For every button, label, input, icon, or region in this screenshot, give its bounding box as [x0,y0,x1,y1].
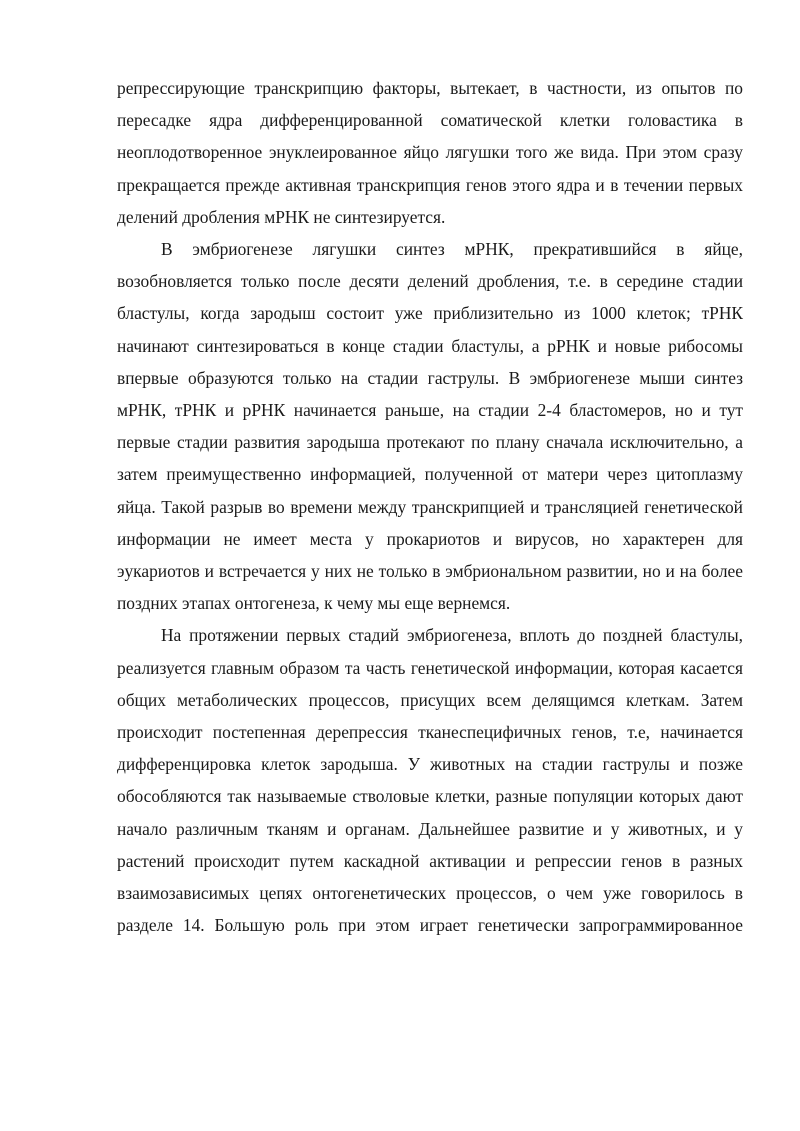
paragraph-1: репрессирующие транскрипцию факторы, вытекает, в частности, из опытов по пересадке ядра дифференцированной соматической клетки головастика в неоплодотворенное энуклеированное яйцо лягушки того же вида. При этом сразу прекращается прежде активная транскрипция генов этого ядра и в течении первых делений дробления мРНК не синтезируется. [117,78,743,227]
paragraph-2: В эмбриогенезе лягушки синтез мРНК, прекратившийся в яйце, возобновляется только после десяти делений дробления, т.е. в середине стадии бластулы, когда зародыш состоит уже приблизительно из 1000 клеток; тРНК начинают синтезироваться в конце стадии бластулы, а рРНК и новые рибосомы впервые образуются только на стадии гаструлы. В эмбриогенезе мыши синтез мРНК, тРНК и рРНК начинается раньше, на стадии 2-4 бластомеров, но и тут первые стадии развития зародыша протекают по плану сначала исключительно, а затем преимущественно информацией, полученной от матери через цитоплазму яйца. Такой разрыв во времени между транскрипцией и трансляцией генетической информации не имеет места у прокариотов и вирусов, но характерен для эукариотов и встречается у них не только в эмбриональном развитии, но и на более поздних этапах онтогенеза, к чему мы еще вернемся. [117,239,743,614]
body-text [117,72,743,941]
paragraph-3: На протяжении первых стадий эмбриогенеза, вплоть до поздней бластулы, реализуется главным образом та часть генетической информации, которая касается общих метаболических процессов, присущих всем делящимся клеткам. Затем происходит постепенная дерепрессия тканеспецифичных генов, т.е, начинается дифференцировка клеток зародыша. У животных на стадии гаструлы и позже обособляются так называемые стволовые клетки, разные популяции которых дают начало различным тканям и органам. Дальнейшее развитие и у животных, и у растений происходит путем каскадной активации и репрессии генов в разных взаимозависимых цепях онтогенетических процессов, о чем уже говорилось в разделе 14. Большую роль при этом играет генетически запрограммированное [117,625,743,936]
